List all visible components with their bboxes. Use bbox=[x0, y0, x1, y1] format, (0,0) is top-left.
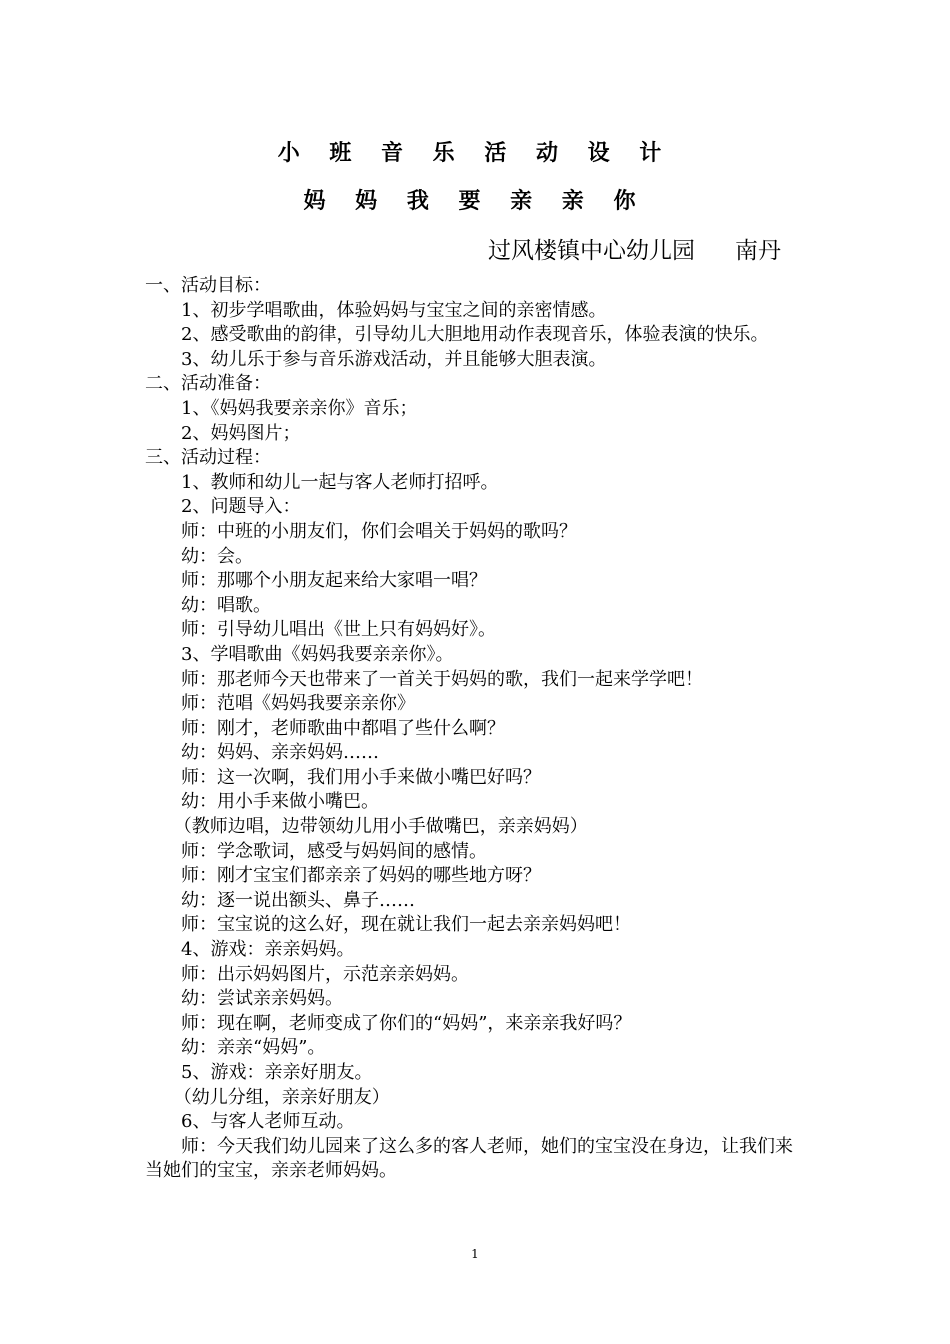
body-line: 幼：逐一说出额头、鼻子…… bbox=[181, 889, 415, 911]
body-line: （幼儿分组，亲亲好朋友） bbox=[173, 1086, 390, 1108]
body-line: 师：那老师今天也带来了一首关于妈妈的歌，我们一起来学学吧！ bbox=[181, 668, 703, 690]
body-line: 师：学念歌词，感受与妈妈间的感情。 bbox=[181, 840, 487, 862]
body-line: 3、幼儿乐于参与音乐游戏活动，并且能够大胆表演。 bbox=[181, 348, 607, 370]
body-line: 6、与客人老师互动。 bbox=[181, 1111, 355, 1133]
document-title: 小 班 音 乐 活 动 设 计 bbox=[277, 141, 673, 166]
body-line: 师：引导幼儿唱出《世上只有妈妈好》。 bbox=[181, 619, 496, 641]
section-heading: 一、活动目标： bbox=[145, 275, 271, 296]
body-line: 师：出示妈妈图片，示范亲亲妈妈。 bbox=[181, 963, 469, 985]
body-line: 师：今天我们幼儿园来了这么多的客人老师，她们的宝宝没在身边，让我们来当她们的宝宝，亲亲老师妈妈。 bbox=[145, 1135, 793, 1182]
body-line: 幼：妈妈、亲亲妈妈…… bbox=[181, 742, 379, 764]
body-line: 1、初步学唱歌曲，体验妈妈与宝宝之间的亲密情感。 bbox=[181, 299, 607, 321]
author-line bbox=[488, 232, 781, 265]
body-line: 4、游戏：亲亲妈妈。 bbox=[181, 939, 355, 961]
body-line: 师：中班的小朋友们，你们会唱关于妈妈的歌吗？ bbox=[181, 520, 577, 542]
body-line: 1、《妈妈我要亲亲你》音乐； bbox=[181, 397, 418, 419]
body-line: 师：刚才，老师歌曲中都唱了些什么啊？ bbox=[181, 717, 505, 739]
body-line: 师：那哪个小朋友起来给大家唱一唱？ bbox=[181, 570, 487, 592]
body-line: 幼：用小手来做小嘴巴。 bbox=[181, 791, 379, 813]
body-line: 幼：会。 bbox=[181, 545, 253, 567]
page-number: 1 bbox=[471, 1247, 479, 1261]
body-line: 2、感受歌曲的韵律，引导幼儿大胆地用动作表现音乐，体验表演的快乐。 bbox=[181, 324, 769, 346]
body-line: 2、妈妈图片； bbox=[181, 422, 301, 444]
section-heading: 三、活动过程： bbox=[145, 447, 271, 469]
body-line: 幼：尝试亲亲妈妈。 bbox=[181, 988, 343, 1010]
body-line: （教师边唱，边带领幼儿用小手做嘴巴，亲亲妈妈） bbox=[173, 816, 588, 838]
document-body bbox=[145, 274, 810, 1184]
body-line: 师：范唱《妈妈我要亲亲你》 bbox=[181, 693, 415, 715]
author-name: 南丹 bbox=[735, 238, 781, 264]
body-line: 2、问题导入： bbox=[181, 496, 301, 518]
body-line: 师：刚才宝宝们都亲亲了妈妈的哪些地方呀？ bbox=[181, 865, 541, 887]
body-line: 师：这一次啊，我们用小手来做小嘴巴好吗？ bbox=[181, 766, 541, 788]
author-school: 过风楼镇中心幼儿园 bbox=[488, 238, 695, 264]
body-line: 1、教师和幼儿一起与客人老师打招呼。 bbox=[181, 471, 499, 493]
body-line: 3、学唱歌曲《妈妈我要亲亲你》。 bbox=[181, 643, 454, 665]
body-line: 师：现在啊，老师变成了你们的“妈妈”，来亲亲我好吗？ bbox=[181, 1012, 632, 1034]
body-line: 幼：唱歌。 bbox=[181, 594, 271, 616]
section-heading: 二、活动准备： bbox=[145, 373, 271, 395]
body-line: 师：宝宝说的这么好，现在就让我们一起去亲亲妈妈吧！ bbox=[181, 914, 631, 936]
body-line: 幼：亲亲“妈妈”。 bbox=[181, 1037, 326, 1059]
document-subtitle: 妈 妈 我 要 亲 亲 你 bbox=[303, 189, 647, 214]
body-line: 5、游戏：亲亲好朋友。 bbox=[181, 1062, 373, 1083]
